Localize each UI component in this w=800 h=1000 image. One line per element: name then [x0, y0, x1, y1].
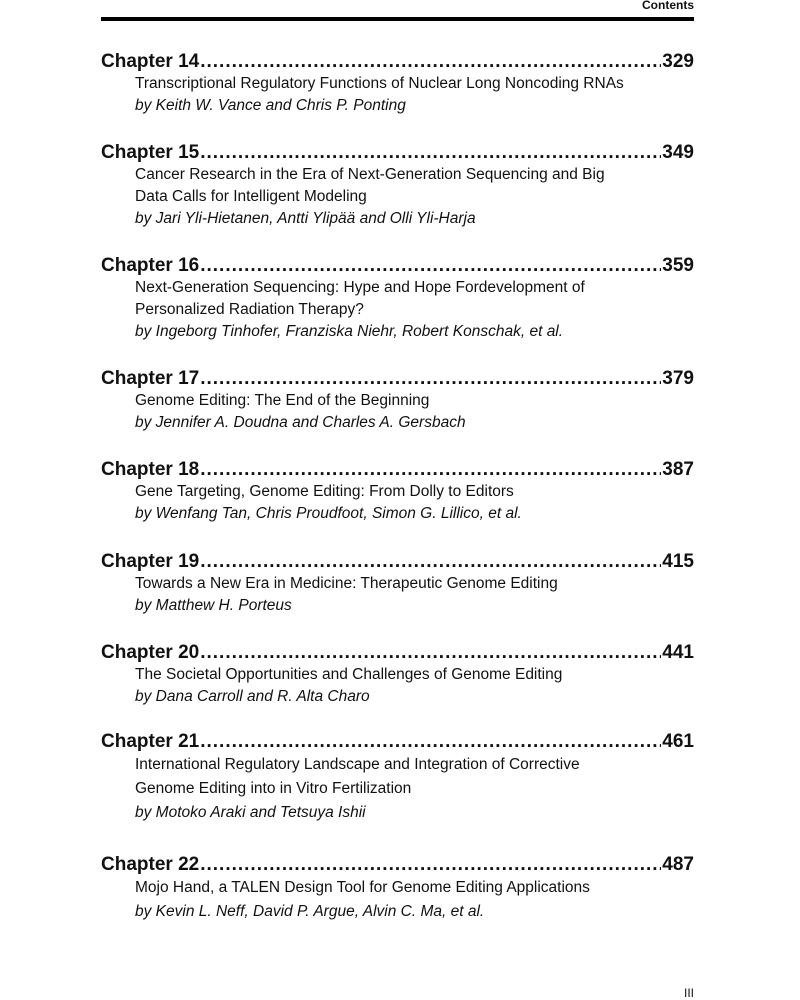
toc-entry — [101, 731, 694, 825]
page-number: III — [683, 986, 694, 1000]
title-line: Personalized Radiation Therapy? — [135, 301, 364, 318]
dot-leader — [200, 642, 661, 664]
chapter-page: 349 — [662, 142, 694, 163]
chapter-authors: by Matthew H. Porteus — [135, 597, 292, 614]
chapter-authors: by Kevin L. Neff, David P. Argue, Alvin C. Ma, et al. — [135, 903, 485, 920]
toc-entry — [101, 51, 694, 117]
chapter-heading[interactable] — [101, 368, 694, 390]
chapter-authors: by Keith W. Vance and Chris P. Ponting — [135, 97, 406, 114]
chapter-title — [135, 164, 694, 208]
chapter-number: Chapter 15 — [101, 142, 200, 163]
title-line: Transcriptional Regulatory Functions of Nuclear Long Noncoding RNAs — [135, 75, 624, 92]
dot-leader — [200, 459, 661, 481]
dot-leader — [200, 51, 661, 73]
title-line: Mojo Hand, a TALEN Design Tool for Genome Editing Applications — [135, 879, 590, 896]
chapter-heading[interactable] — [101, 731, 694, 753]
chapter-page: 441 — [662, 642, 694, 663]
chapter-page: 487 — [662, 854, 694, 875]
chapter-page: 415 — [662, 551, 694, 572]
title-line: Genome Editing: The End of the Beginning — [135, 392, 430, 409]
toc-entry — [101, 551, 694, 617]
dot-leader — [200, 731, 661, 753]
title-line: International Regulatory Landscape and Integration of Corrective — [135, 756, 580, 773]
chapter-number: Chapter 17 — [101, 368, 200, 389]
chapter-authors: by Motoko Araki and Tetsuya Ishii — [135, 804, 366, 821]
dot-leader — [200, 551, 661, 573]
chapter-title — [135, 390, 694, 412]
chapter-heading[interactable] — [101, 142, 694, 164]
chapter-number: Chapter 18 — [101, 459, 200, 480]
dot-leader — [200, 368, 661, 390]
toc-entry — [101, 368, 694, 434]
chapter-heading[interactable] — [101, 642, 694, 664]
chapter-page: 359 — [662, 255, 694, 276]
dot-leader — [200, 142, 661, 164]
toc-entry — [101, 854, 694, 924]
chapter-title — [135, 277, 694, 321]
running-header: Contents — [642, 0, 694, 12]
title-line: The Societal Opportunities and Challenges of Genome Editing — [135, 666, 563, 683]
toc-entry — [101, 255, 694, 343]
chapter-heading[interactable] — [101, 255, 694, 277]
chapter-number: Chapter 16 — [101, 255, 200, 276]
chapter-heading[interactable] — [101, 51, 694, 73]
chapter-heading[interactable] — [101, 459, 694, 481]
title-line: Genome Editing into in Vitro Fertilization — [135, 780, 412, 797]
chapter-authors: by Jennifer A. Doudna and Charles A. Gersbach — [135, 414, 466, 431]
toc-entry — [101, 642, 694, 708]
chapter-authors: by Ingeborg Tinhofer, Franziska Niehr, Robert Konschak, et al. — [135, 323, 564, 340]
chapter-title — [135, 876, 694, 900]
chapter-title — [135, 481, 694, 503]
chapter-number: Chapter 20 — [101, 642, 200, 663]
title-line: Towards a New Era in Medicine: Therapeutic Genome Editing — [135, 575, 558, 592]
chapter-title — [135, 73, 694, 95]
chapter-page: 387 — [662, 459, 694, 480]
chapter-page: 379 — [662, 368, 694, 389]
chapter-number: Chapter 21 — [101, 731, 200, 752]
toc-entry — [101, 459, 694, 525]
header-rule — [101, 17, 694, 21]
title-line: Data Calls for Intelligent Modeling — [135, 188, 367, 205]
toc-entry — [101, 142, 694, 230]
chapter-authors: by Dana Carroll and R. Alta Charo — [135, 688, 370, 705]
title-line: Gene Targeting, Genome Editing: From Dolly to Editors — [135, 483, 514, 500]
chapter-number: Chapter 14 — [101, 51, 200, 72]
chapter-title — [135, 573, 694, 595]
chapter-title — [135, 753, 694, 801]
dot-leader — [200, 854, 661, 876]
chapter-heading[interactable] — [101, 551, 694, 573]
title-line: Cancer Research in the Era of Next-Generation Sequencing and Big — [135, 166, 605, 183]
chapter-page: 329 — [662, 51, 694, 72]
chapter-authors: by Jari Yli-Hietanen, Antti Ylipää and Olli Yli-Harja — [135, 210, 476, 227]
chapter-authors: by Wenfang Tan, Chris Proudfoot, Simon G. Lillico, et al. — [135, 505, 522, 522]
dot-leader — [200, 255, 661, 277]
title-line: Next-Generation Sequencing: Hype and Hope Fordevelopment of — [135, 279, 585, 296]
chapter-page: 461 — [662, 731, 694, 752]
chapter-title — [135, 664, 694, 686]
chapter-number: Chapter 19 — [101, 551, 200, 572]
chapter-heading[interactable] — [101, 854, 694, 876]
chapter-number: Chapter 22 — [101, 854, 200, 875]
